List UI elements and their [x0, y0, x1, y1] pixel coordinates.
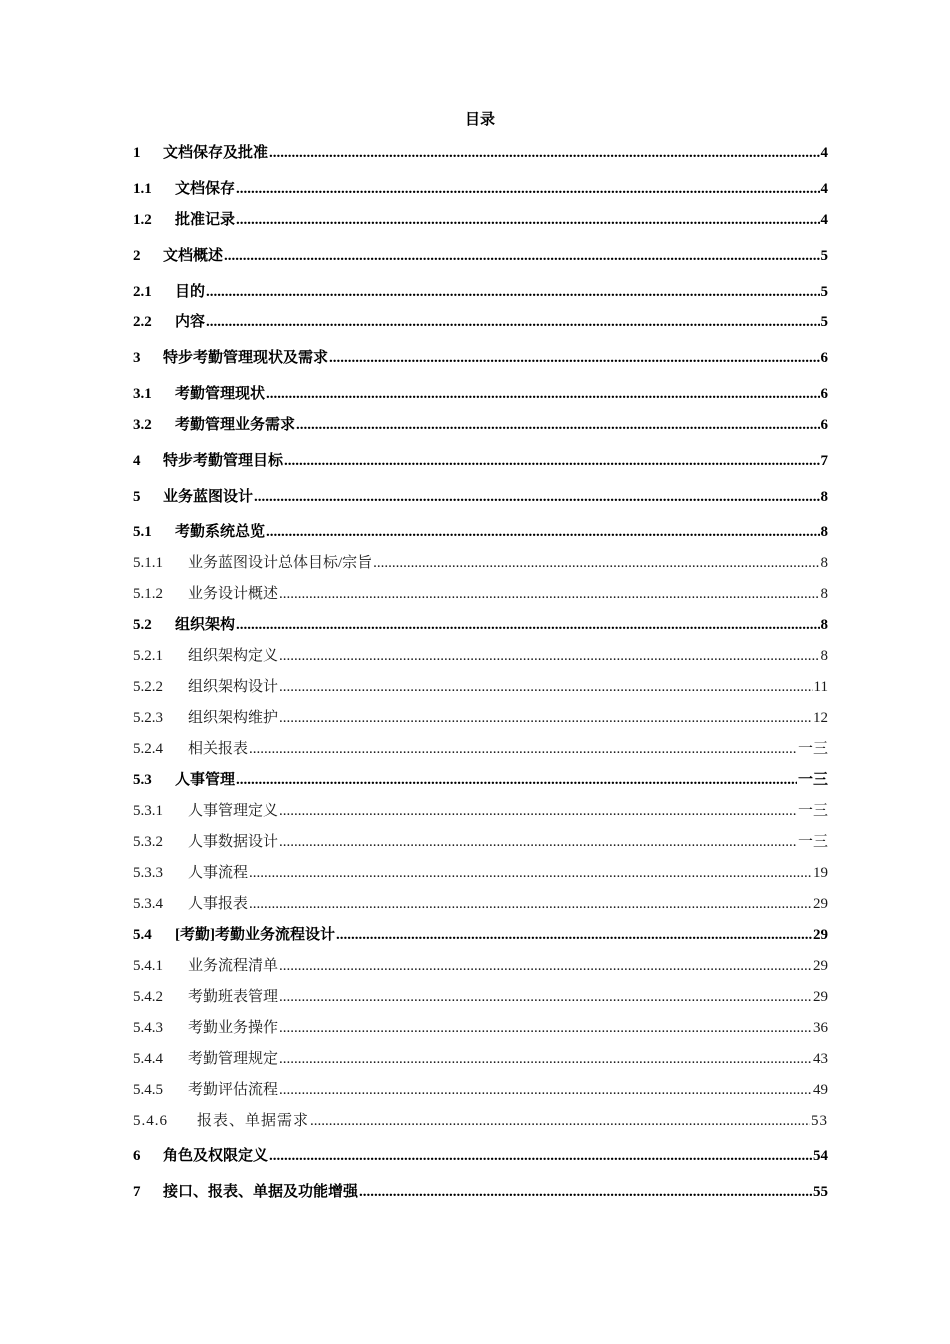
toc-dot-leader [224, 246, 819, 266]
toc-entry-number: 4 [133, 453, 141, 469]
toc-entry-page: 一三 [797, 803, 828, 819]
toc-dot-leader [279, 1080, 812, 1100]
toc-dot-leader [269, 143, 819, 163]
toc-entry-number: 5.3 [133, 772, 152, 788]
toc-entry-number: 5.4 [133, 927, 152, 943]
toc-entry[interactable] [133, 987, 828, 1007]
toc-dot-leader [279, 801, 797, 821]
toc-entry[interactable] [133, 348, 828, 368]
toc-title: 目录 [464, 112, 495, 128]
toc-dot-leader [269, 1146, 812, 1166]
toc-dot-leader [284, 451, 819, 471]
toc-entry-page: 4 [820, 181, 828, 197]
toc-entry-page: 53 [811, 1113, 828, 1129]
toc-entry[interactable] [133, 708, 828, 728]
toc-dot-leader [254, 487, 819, 507]
toc-entry-label: 组织架构维护 [188, 710, 279, 726]
toc-entry[interactable] [133, 415, 828, 435]
toc-entry-label: 考勤系统总览 [175, 524, 266, 540]
toc-entry-label: 业务蓝图设计 [163, 489, 254, 505]
toc-entry[interactable] [133, 384, 828, 404]
toc-entry[interactable] [133, 487, 828, 507]
toc-dot-leader [310, 1111, 810, 1131]
toc-entry-number: 5.4.3 [133, 1020, 163, 1036]
toc-entry-label: 业务流程清单 [188, 958, 279, 974]
toc-entry[interactable] [133, 956, 828, 976]
toc-entry-label: 批准记录 [175, 212, 236, 228]
toc-entry-page: 6 [820, 350, 828, 366]
toc-entry[interactable] [133, 584, 828, 604]
toc-dot-leader [373, 553, 819, 573]
toc-dot-leader [236, 179, 819, 199]
toc-entry-page: 5 [820, 248, 828, 264]
toc-entry-page: 8 [820, 524, 828, 540]
toc-entry[interactable] [133, 1182, 828, 1202]
toc-dot-leader [279, 1018, 812, 1038]
toc-entry[interactable] [133, 1146, 828, 1166]
toc-entry-label: 人事数据设计 [188, 834, 279, 850]
toc-entry-page: 8 [820, 586, 828, 602]
toc-entry[interactable] [133, 282, 828, 302]
toc-entry-number: 6 [133, 1148, 141, 1164]
toc-entry[interactable] [133, 522, 828, 542]
toc-entry-number: 3 [133, 350, 141, 366]
toc-entry[interactable] [133, 179, 828, 199]
toc-entry-label: 角色及权限定义 [163, 1148, 269, 1164]
toc-entry-page: 29 [813, 989, 828, 1005]
toc-entry[interactable] [133, 143, 828, 163]
toc-entry-label: 人事流程 [188, 865, 249, 881]
toc-dot-leader [249, 739, 797, 759]
toc-entry-label: 组织架构定义 [188, 648, 279, 664]
toc-dot-leader [249, 894, 812, 914]
toc-dot-leader [329, 348, 819, 368]
toc-entry-label: 文档保存 [175, 181, 236, 197]
toc-entry-page: 29 [813, 958, 828, 974]
toc-entry-number: 5.1 [133, 524, 152, 540]
toc-dot-leader [279, 832, 797, 852]
toc-entry-page: 29 [813, 927, 828, 943]
toc-entry-number: 5.3.1 [133, 803, 163, 819]
toc-entry-page: 8 [820, 489, 828, 505]
toc-dot-leader [206, 282, 819, 302]
toc-dot-leader [236, 210, 819, 230]
toc-entry-page: 43 [813, 1051, 828, 1067]
toc-entry[interactable] [133, 1049, 828, 1069]
toc-entry[interactable] [133, 894, 828, 914]
toc-entry-page: 一三 [797, 834, 828, 850]
toc-entry[interactable] [133, 801, 828, 821]
toc-entry-number: 5.4.5 [133, 1082, 163, 1098]
toc-entry-label: 特步考勤管理现状及需求 [163, 350, 329, 366]
toc-entry-page: 49 [813, 1082, 828, 1098]
toc-entry-label: 组织架构设计 [188, 679, 279, 695]
toc-entry[interactable] [133, 863, 828, 883]
toc-entry-label: 考勤业务操作 [188, 1020, 279, 1036]
toc-entry-number: 5.2.3 [133, 710, 163, 726]
toc-entry-number: 1 [133, 145, 141, 161]
toc-dot-leader [236, 615, 819, 635]
toc-entry[interactable] [133, 210, 828, 230]
toc-entry-page: 一三 [797, 772, 828, 788]
toc-dot-leader [279, 956, 812, 976]
toc-entry-label: 相关报表 [188, 741, 249, 757]
toc-entry-label: 考勤管理规定 [188, 1051, 279, 1067]
toc-dot-leader [279, 677, 813, 697]
toc-entry-number: 1.2 [133, 212, 152, 228]
toc-entry-label: [考勤]考勤业务流程设计 [175, 927, 335, 943]
toc-entry-label: 考勤管理业务需求 [175, 417, 296, 433]
toc-entry-page: 54 [813, 1148, 828, 1164]
toc-entry-label: 报表、单据需求 [197, 1113, 310, 1129]
toc-entry-label: 考勤评估流程 [188, 1082, 279, 1098]
toc-entry-number: 5.2.4 [133, 741, 163, 757]
toc-dot-leader [206, 312, 819, 332]
toc-entry-label: 文档概述 [163, 248, 224, 264]
toc-entry-page: 7 [820, 453, 828, 469]
toc-entry-label: 业务设计概述 [188, 586, 279, 602]
toc-entry-page: 55 [813, 1184, 828, 1200]
toc-entry[interactable] [133, 739, 828, 759]
toc-dot-leader [266, 522, 819, 542]
toc-entry-label: 业务蓝图设计总体目标/宗旨 [188, 555, 373, 571]
toc-entry-page: 36 [813, 1020, 828, 1036]
toc-entry-number: 5.4.1 [133, 958, 163, 974]
toc-entry-page: 11 [813, 679, 828, 695]
toc-entry-label: 文档保存及批准 [163, 145, 269, 161]
toc-entry[interactable] [133, 770, 828, 790]
toc-entry-page: 6 [820, 386, 828, 402]
toc-entry-page: 6 [820, 417, 828, 433]
toc-dot-leader [249, 863, 812, 883]
toc-entry-number: 5 [133, 489, 141, 505]
toc-entry-page: 8 [820, 617, 828, 633]
toc-dot-leader [279, 708, 812, 728]
toc-entry[interactable] [133, 553, 828, 573]
toc-entry[interactable] [133, 677, 828, 697]
toc-dot-leader [279, 646, 819, 666]
toc-dot-leader [279, 584, 819, 604]
toc-entry-label: 人事管理定义 [188, 803, 279, 819]
toc-entry[interactable] [133, 646, 828, 666]
toc-entry-number: 5.4.6 [133, 1113, 168, 1129]
toc-entry[interactable] [133, 925, 828, 945]
toc-entry[interactable] [133, 246, 828, 266]
toc-dot-leader [266, 384, 819, 404]
toc-entry-label: 目的 [175, 284, 206, 300]
toc-entry-number: 2.2 [133, 314, 152, 330]
toc-entry[interactable] [133, 1018, 828, 1038]
toc-entry-number: 1.1 [133, 181, 152, 197]
toc-entry[interactable] [133, 1080, 828, 1100]
toc-entry-number: 5.2.2 [133, 679, 163, 695]
toc-entry[interactable] [133, 832, 828, 852]
toc-entry-number: 5.3.2 [133, 834, 163, 850]
toc-entry[interactable] [133, 1111, 828, 1131]
toc-entry-page: 19 [813, 865, 828, 881]
toc-entry-number: 5.2.1 [133, 648, 163, 664]
toc-entry-number: 7 [133, 1184, 141, 1200]
toc-entry-label: 组织架构 [175, 617, 236, 633]
toc-entry-label: 内容 [175, 314, 206, 330]
toc-entry-label: 考勤班表管理 [188, 989, 279, 1005]
toc-dot-leader [236, 770, 797, 790]
toc-entry-page: 4 [820, 145, 828, 161]
toc-entry-number: 3.1 [133, 386, 152, 402]
toc-entry[interactable] [133, 615, 828, 635]
toc-entry-label: 考勤管理现状 [175, 386, 266, 402]
toc-dot-leader [296, 415, 819, 435]
toc-entry-label: 接口、报表、单据及功能增强 [163, 1184, 359, 1200]
toc-entry-number: 5.1.2 [133, 586, 163, 602]
toc-entry-number: 5.3.4 [133, 896, 163, 912]
toc-entry-number: 5.2 [133, 617, 152, 633]
toc-entry[interactable] [133, 451, 828, 471]
toc-entry-page: 5 [820, 314, 828, 330]
toc-entry-number: 5.3.3 [133, 865, 163, 881]
toc-entry-label: 特步考勤管理目标 [163, 453, 284, 469]
toc-dot-leader [359, 1182, 812, 1202]
toc-dot-leader [279, 1049, 812, 1069]
toc-entry-page: 8 [820, 648, 828, 664]
toc-entry-page: 一三 [797, 741, 828, 757]
toc-entry-page: 5 [820, 284, 828, 300]
toc-dot-leader [336, 925, 812, 945]
toc-entry[interactable] [133, 312, 828, 332]
toc-entry-page: 8 [820, 555, 828, 571]
toc-entry-number: 3.2 [133, 417, 152, 433]
toc-entry-number: 5.4.4 [133, 1051, 163, 1067]
toc-dot-leader [279, 987, 812, 1007]
toc-entry-number: 2 [133, 248, 141, 264]
toc-entry-page: 12 [813, 710, 828, 726]
toc-entry-page: 29 [813, 896, 828, 912]
toc-entry-page: 4 [820, 212, 828, 228]
toc-entry-label: 人事管理 [175, 772, 236, 788]
toc-entry-number: 5.4.2 [133, 989, 163, 1005]
toc-entry-number: 5.1.1 [133, 555, 163, 571]
toc-entry-number: 2.1 [133, 284, 152, 300]
toc-entry-label: 人事报表 [188, 896, 249, 912]
